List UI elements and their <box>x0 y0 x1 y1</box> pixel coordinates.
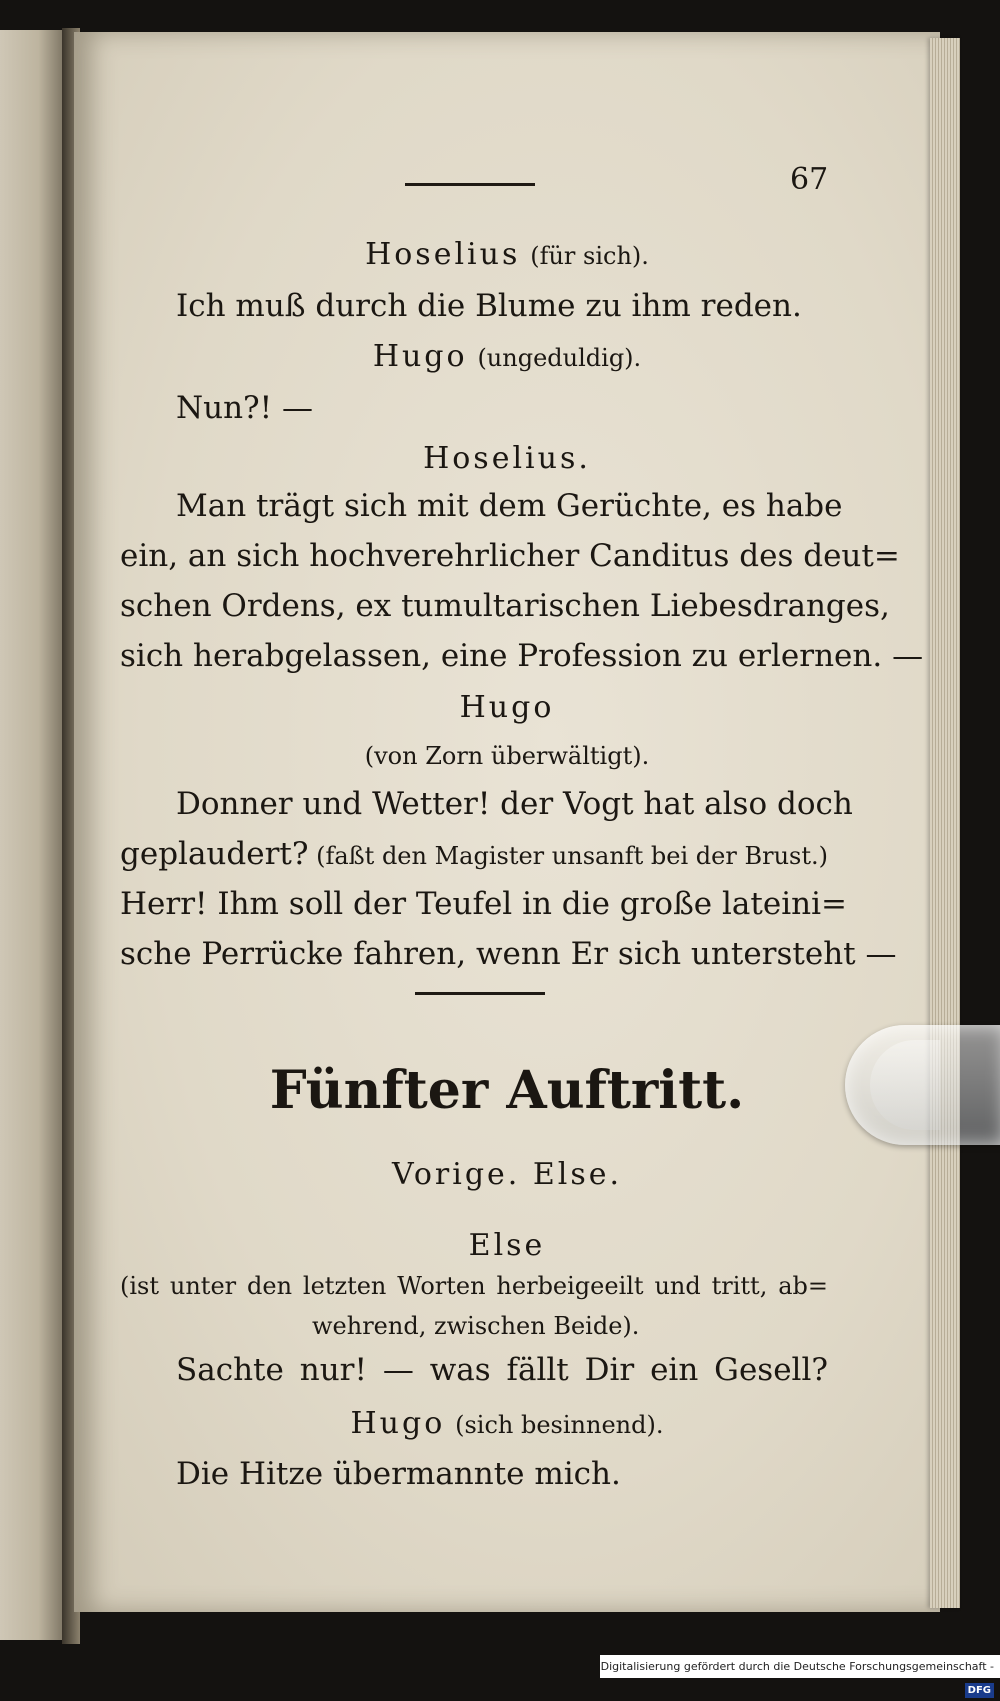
text-line: Die Hitze übermannte mich. <box>176 1456 621 1492</box>
stage-direction: (faßt den Magister unsanft bei der Brust.) <box>316 842 828 870</box>
scene-title: Fünfter Auftritt. <box>269 1060 745 1121</box>
text-line: Herr! Ihm soll der Teufel in die große lateini= <box>120 886 847 922</box>
speaker-name: Hugo <box>350 1406 446 1441</box>
text-line: schen Ordens, ex tumultarischen Liebesdranges, <box>120 588 890 624</box>
digitization-footer <box>600 1655 1000 1696</box>
text-fragment: geplaudert? <box>120 836 309 872</box>
stage-direction: (für sich). <box>530 242 649 270</box>
speaker-name: Hoselius. <box>423 441 591 476</box>
page-number: 67 <box>790 162 829 197</box>
stage-direction: (ungeduldig). <box>477 344 642 372</box>
speaker-line-1 <box>74 236 940 272</box>
stage-direction: wehrend, zwischen Beide). <box>312 1312 640 1340</box>
text-line: Nun?! — <box>176 390 313 426</box>
speaker-name: Else <box>468 1228 546 1263</box>
scene-characters: Vorige. Else. <box>391 1157 623 1192</box>
section-rule <box>415 992 545 995</box>
speaker-name: Hugo <box>372 339 468 374</box>
text-line: ein, an sich hochverehrlicher Canditus des deut= <box>120 538 900 574</box>
text-line: sche Perrücke fahren, wenn Er sich untersteht — <box>120 936 897 972</box>
stage-direction: (von Zorn überwältigt). <box>364 742 650 770</box>
footer-text: Digitalisierung gefördert durch die Deutsche Forschungsgemeinschaft - <box>600 1660 994 1673</box>
speaker-name: Hugo <box>459 690 555 725</box>
dfg-logo-icon: DFG <box>965 1683 994 1698</box>
header-rule <box>405 183 535 186</box>
speaker-line-3 <box>74 1405 940 1441</box>
speaker-name: Hoselius <box>365 237 521 272</box>
text-line-with-direction <box>120 836 828 872</box>
text-line: sich herabgelassen, eine Profession zu erlernen. — <box>120 638 924 674</box>
text-line: Donner und Wetter! der Vogt hat also doch <box>176 786 853 822</box>
speaker-line-2 <box>74 338 940 374</box>
page-stack-edge <box>930 38 960 1608</box>
stage-direction: (ist unter den letzten Worten herbeigeeilt und tritt, ab= <box>120 1272 828 1300</box>
text-line: Man trägt sich mit dem Gerüchte, es habe <box>176 488 843 524</box>
left-page-edge <box>0 30 70 1640</box>
text-line: Sachte nur! — was fällt Dir ein Gesell? <box>176 1352 828 1388</box>
text-line: Ich muß durch die Blume zu ihm reden. <box>176 288 802 324</box>
stage-direction: (sich besinnend). <box>455 1411 664 1439</box>
